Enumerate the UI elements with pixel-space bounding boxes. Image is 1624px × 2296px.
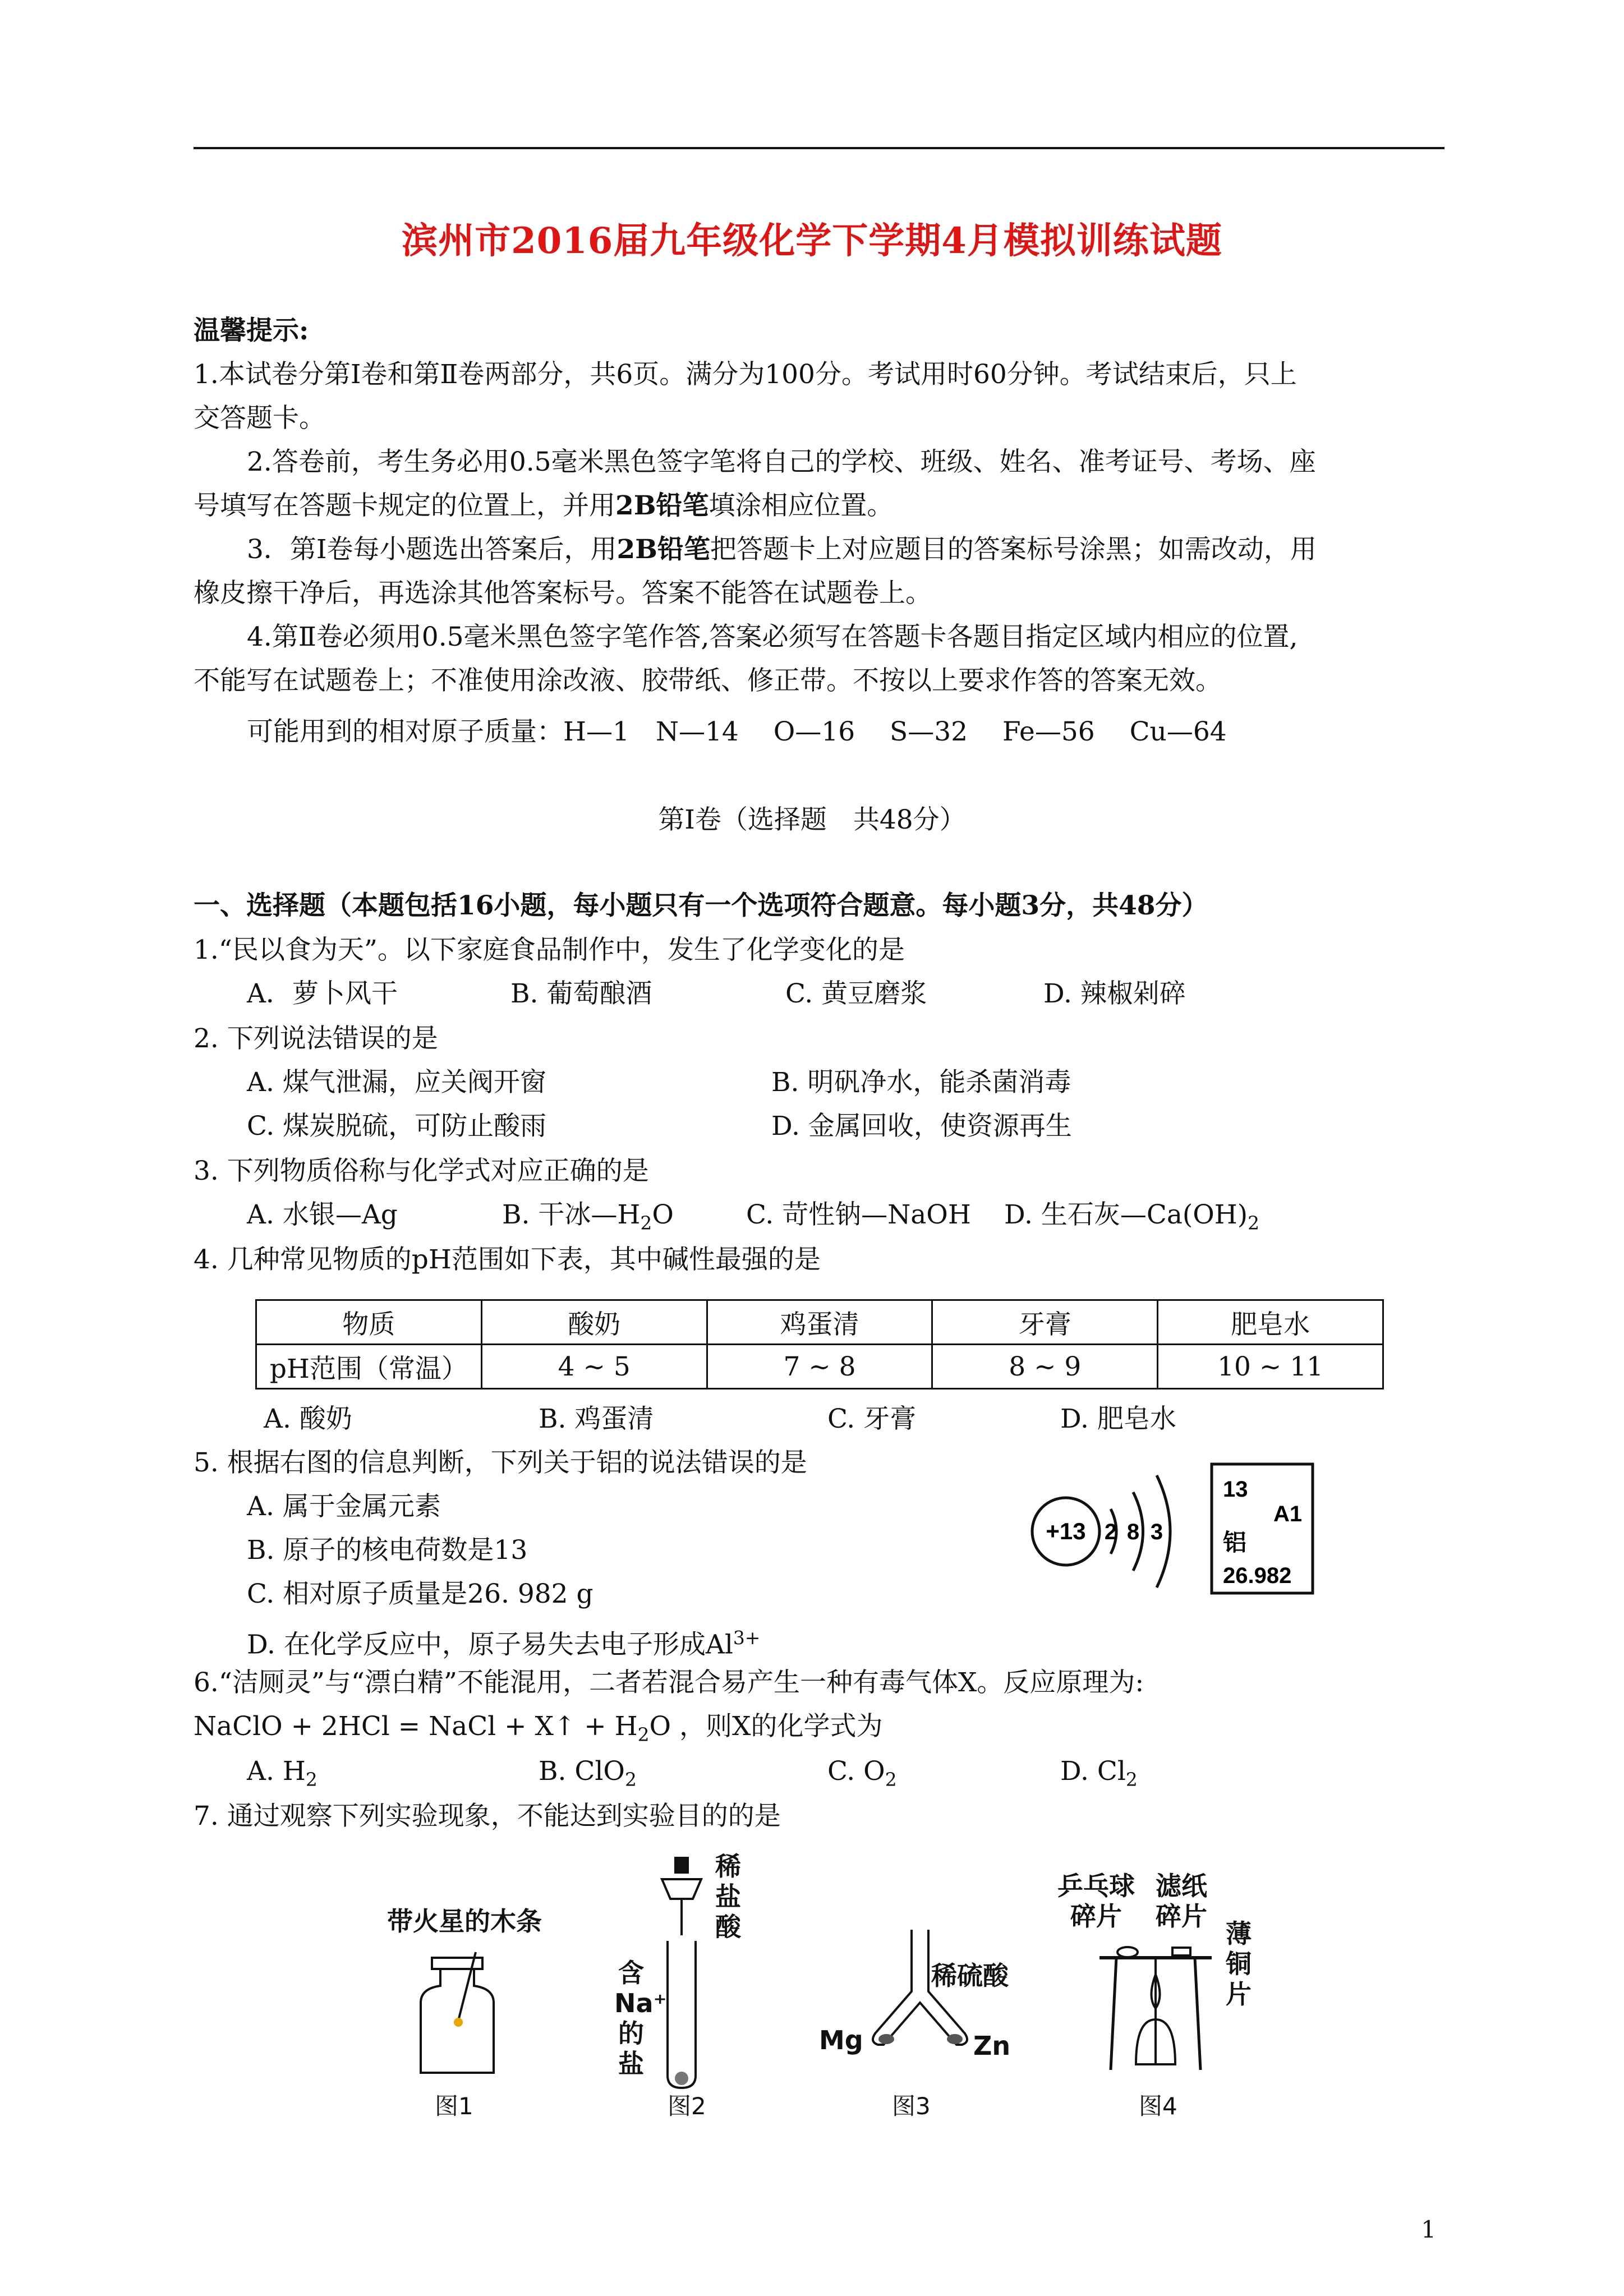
- q4-option-a: A. 酸奶: [264, 1404, 352, 1434]
- q6-a-subscript: 2: [305, 1768, 318, 1791]
- q3-option-b: [502, 1198, 674, 1240]
- q6-eq-text-end: O ，则X的化学式为: [649, 1711, 883, 1742]
- q2-option-a: A. 煤气泄漏，应关阀开窗: [247, 1067, 546, 1098]
- q1-option-c: C. 黄豆磨浆: [785, 978, 927, 1009]
- zn-sample: [947, 2034, 963, 2044]
- q6-option-a: [247, 1755, 318, 1796]
- salt-sample: [675, 2072, 688, 2085]
- ph-table: [255, 1299, 1384, 1389]
- q6-a-text: A. H: [247, 1756, 306, 1787]
- table-cell: 物质: [256, 1300, 482, 1345]
- q4-option-d: D. 肥皂水: [1060, 1404, 1176, 1434]
- page-title: 滨州市2016届九年级化学下学期4月模拟训练试题: [402, 220, 1222, 262]
- q6-equation: [194, 1710, 882, 1751]
- fig4-ball-line: 乒乓球: [1057, 1871, 1135, 1901]
- table-cell: 肥皂水: [1158, 1300, 1383, 1345]
- shell-electrons-3: 3: [1150, 1520, 1163, 1544]
- glowing-ember: [454, 2018, 463, 2027]
- q6-c-subscript: 2: [885, 1768, 897, 1791]
- fig2-acid-char: 盐: [715, 1881, 741, 1912]
- nucleus-charge: +13: [1046, 1518, 1086, 1544]
- q2-option-b: B. 明矾净水，能杀菌消毒: [771, 1067, 1071, 1098]
- shell-electrons-1: 2: [1104, 1520, 1117, 1544]
- table-cell: 鸡蛋清: [707, 1300, 932, 1345]
- tip-3-line-2: 橡皮擦干净后，再选涂其他答案标号。答案不能答在试题卷上。: [194, 578, 932, 609]
- fig2-salt-char: 盐: [618, 2049, 644, 2079]
- ping-pong-fragment: [1117, 1947, 1138, 1957]
- tip-3-text-end: 把答题卡上对应题目的答案标号涂黑；如需改动，用: [710, 534, 1317, 565]
- filter-paper-fragment: [1172, 1948, 1190, 1955]
- q4-option-c: C. 牙膏: [827, 1404, 917, 1434]
- fig4-paper-line: 滤纸: [1156, 1871, 1207, 1901]
- fig2-salt-char: 的: [618, 2018, 644, 2049]
- table-cell: 10 ~ 11: [1158, 1345, 1383, 1389]
- fig3-zn-label: Zn: [973, 2031, 1011, 2061]
- fig2-dropper-and-tube: [645, 1857, 718, 2092]
- fig4-copper-label: [1226, 1918, 1259, 2009]
- tips-heading: 温馨提示:: [194, 315, 309, 346]
- q5-d-superscript: 3+: [733, 1627, 761, 1649]
- q5-stem: 5. 根据右图的信息判断，下列关于铝的说法错误的是: [194, 1447, 807, 1478]
- q6-d-subscript: 2: [1125, 1768, 1138, 1791]
- tripod-leg: [1111, 1958, 1116, 2070]
- aluminium-atom-diagram: [1027, 1458, 1318, 1604]
- tip-3-text: 3．第Ⅰ卷每小题选出答案后，用: [247, 534, 617, 565]
- fig1-gas-bottle: [404, 1941, 516, 2081]
- q4-stem: 4. 几种常见物质的pH范围如下表，其中碱性最强的是: [194, 1244, 821, 1275]
- tip-2-line-2: [194, 489, 893, 523]
- q7-stem: 7. 通过观察下列实验现象，不能达到实验目的的是: [194, 1801, 781, 1832]
- fig4-copper-char: 铜: [1226, 1949, 1252, 1979]
- q3-option-c: C. 苛性钠—NaOH: [746, 1199, 971, 1230]
- element-card-mass: 26.982: [1223, 1563, 1292, 1588]
- q6-option-b: [539, 1755, 637, 1796]
- dropper-bulb: [674, 1857, 689, 1874]
- fig4-heating-setup: [1094, 1935, 1223, 2081]
- fig2-acid-label: [715, 1851, 749, 1942]
- fig3-caption: 图3: [892, 2092, 931, 2120]
- q3-b-subscript: 2: [640, 1212, 652, 1234]
- shell-electrons-2: 8: [1126, 1520, 1140, 1544]
- fig4-copper-char: 片: [1226, 1979, 1252, 2009]
- fig3-acid-label: 稀硫酸: [931, 1961, 1009, 1991]
- page-number: 1: [1421, 2216, 1436, 2243]
- q2-stem: 2. 下列说法错误的是: [194, 1023, 438, 1054]
- table-cell: 4 ~ 5: [481, 1345, 707, 1389]
- tip-4-line-1: 4.第Ⅱ卷必须用0.5毫米黑色签字笔作答,答案必须写在答题卡各题目指定区域内相应的位置,: [247, 622, 1298, 652]
- tip-2-bold: 2B铅笔: [615, 490, 709, 521]
- q6-b-text: B. ClO: [539, 1756, 625, 1787]
- fig4-paper-label: [1156, 1871, 1207, 1931]
- tip-1-line-1: 1.本试卷分第Ⅰ卷和第Ⅱ卷两部分，共6页。满分为100分。考试用时60分钟。考试结束后，只上: [194, 359, 1297, 390]
- wood-splint: [457, 1952, 476, 2025]
- tip-4-line-2: 不能写在试题卷上；不准使用涂改液、胶带纸、修正带。不按以上要求作答的答案无效。: [194, 665, 1222, 696]
- q1-option-d: D. 辣椒剁碎: [1043, 978, 1186, 1009]
- fig2-salt-char: 含: [618, 1958, 644, 1988]
- fig2-salt-label: [614, 1958, 667, 2079]
- fig2-caption: 图2: [668, 2092, 706, 2120]
- q3-d-subscript: 2: [1248, 1212, 1259, 1234]
- mg-sample: [878, 2034, 894, 2044]
- q5-option-b: B. 原子的核电荷数是13: [247, 1535, 528, 1566]
- dropper-head: [662, 1879, 701, 1899]
- atomic-masses: 可能用到的相对原子质量：H—1 N—14 O—16 S—32 Fe—56 Cu—64: [247, 716, 1227, 747]
- q5-d-text: D. 在化学反应中，原子易失去电子形成Al: [247, 1629, 733, 1660]
- q3-stem: 3. 下列物质俗称与化学式对应正确的是: [194, 1156, 649, 1186]
- fig4-copper-char: 薄: [1226, 1918, 1252, 1949]
- q6-eq-subscript: 2: [637, 1723, 650, 1746]
- fig3-mg-label: Mg: [819, 2025, 863, 2055]
- fig4-ball-label: [1057, 1871, 1135, 1931]
- tip-1-line-2: 交答题卡。: [194, 403, 325, 434]
- section-title: 第Ⅰ卷（选择题 共48分）: [658, 804, 966, 835]
- element-card-name: 铝: [1223, 1529, 1247, 1556]
- tripod-leg: [1195, 1958, 1200, 2070]
- tip-2-text-end: 填涂相应位置。: [709, 490, 894, 521]
- q2-option-d: D. 金属回收，使资源再生: [771, 1111, 1072, 1142]
- table-row: [256, 1345, 1383, 1389]
- q6-option-c: [827, 1755, 897, 1796]
- table-cell: 8 ~ 9: [932, 1345, 1158, 1389]
- table-cell: 牙膏: [932, 1300, 1158, 1345]
- q2-option-c: C. 煤炭脱硫，可防止酸雨: [247, 1111, 547, 1142]
- q3-b-text-end: O: [652, 1199, 674, 1230]
- q3-option-d: [1004, 1198, 1259, 1240]
- table-cell: pH范围（常温）: [256, 1345, 482, 1389]
- fig1-label: 带火星的木条: [387, 1906, 542, 1936]
- q6-option-d: [1060, 1755, 1138, 1796]
- q5-option-d: [247, 1621, 760, 1662]
- fig2-acid-char: 酸: [715, 1912, 741, 1942]
- q6-d-text: D. Cl: [1060, 1756, 1126, 1787]
- fig2-salt-char: Na⁺: [614, 1988, 667, 2018]
- table-header-row: [256, 1300, 1383, 1345]
- test-tube: [668, 1941, 696, 2088]
- tip-2-line-1: 2.答卷前，考生务必用0.5毫米黑色签字笔将自己的学校、班级、姓名、准考证号、考场、座: [247, 447, 1316, 477]
- fig4-ball-line: 碎片: [1070, 1901, 1122, 1931]
- fig4-caption: 图4: [1139, 2092, 1177, 2120]
- q4-option-b: B. 鸡蛋清: [539, 1404, 654, 1434]
- q6-eq-text: NaClO + 2HCl = NaCl + X↑ + H: [194, 1711, 638, 1742]
- table-cell: 7 ~ 8: [707, 1345, 932, 1389]
- element-card-number: 13: [1223, 1477, 1248, 1502]
- fig4-paper-line: 碎片: [1156, 1901, 1207, 1931]
- q1-stem: 1.“民以食为天”。以下家庭食品制作中，发生了化学变化的是: [194, 935, 905, 965]
- q6-b-subscript: 2: [624, 1768, 637, 1791]
- q3-d-text: D. 生石灰—Ca(OH): [1004, 1199, 1248, 1230]
- table-cell: 酸奶: [481, 1300, 707, 1345]
- fig1-caption: 图1: [435, 2092, 473, 2120]
- tip-3-bold: 2B铅笔: [617, 534, 710, 565]
- q5-option-c: C. 相对原子质量是26. 982 g: [247, 1579, 594, 1609]
- element-card-symbol: A1: [1273, 1502, 1303, 1526]
- q6-c-text: C. O: [827, 1756, 885, 1787]
- q5-option-a: A. 属于金属元素: [247, 1491, 441, 1522]
- q3-b-text: B. 干冰—H: [502, 1199, 641, 1230]
- fig3-y-tube: [858, 1930, 987, 2059]
- part1-heading: 一、选择题（本题包括16小题，每小题只有一个选项符合题意。每小题3分，共48分）: [194, 890, 1208, 921]
- fig2-acid-char: 稀: [715, 1851, 741, 1881]
- q1-option-a: A．萝卜风干: [247, 978, 398, 1009]
- top-rule: [194, 147, 1444, 149]
- tip-2-text: 号填写在答题卡规定的位置上，并用: [194, 490, 615, 521]
- q1-option-b: B. 葡萄酿酒: [510, 978, 652, 1009]
- tip-3-line-1: [247, 533, 1317, 567]
- q3-option-a: A. 水银—Ag: [247, 1199, 398, 1230]
- q6-stem: 6.“洁厕灵”与“漂白精”不能混用，二者若混合易产生一种有毒气体X。反应原理为:: [194, 1667, 1144, 1698]
